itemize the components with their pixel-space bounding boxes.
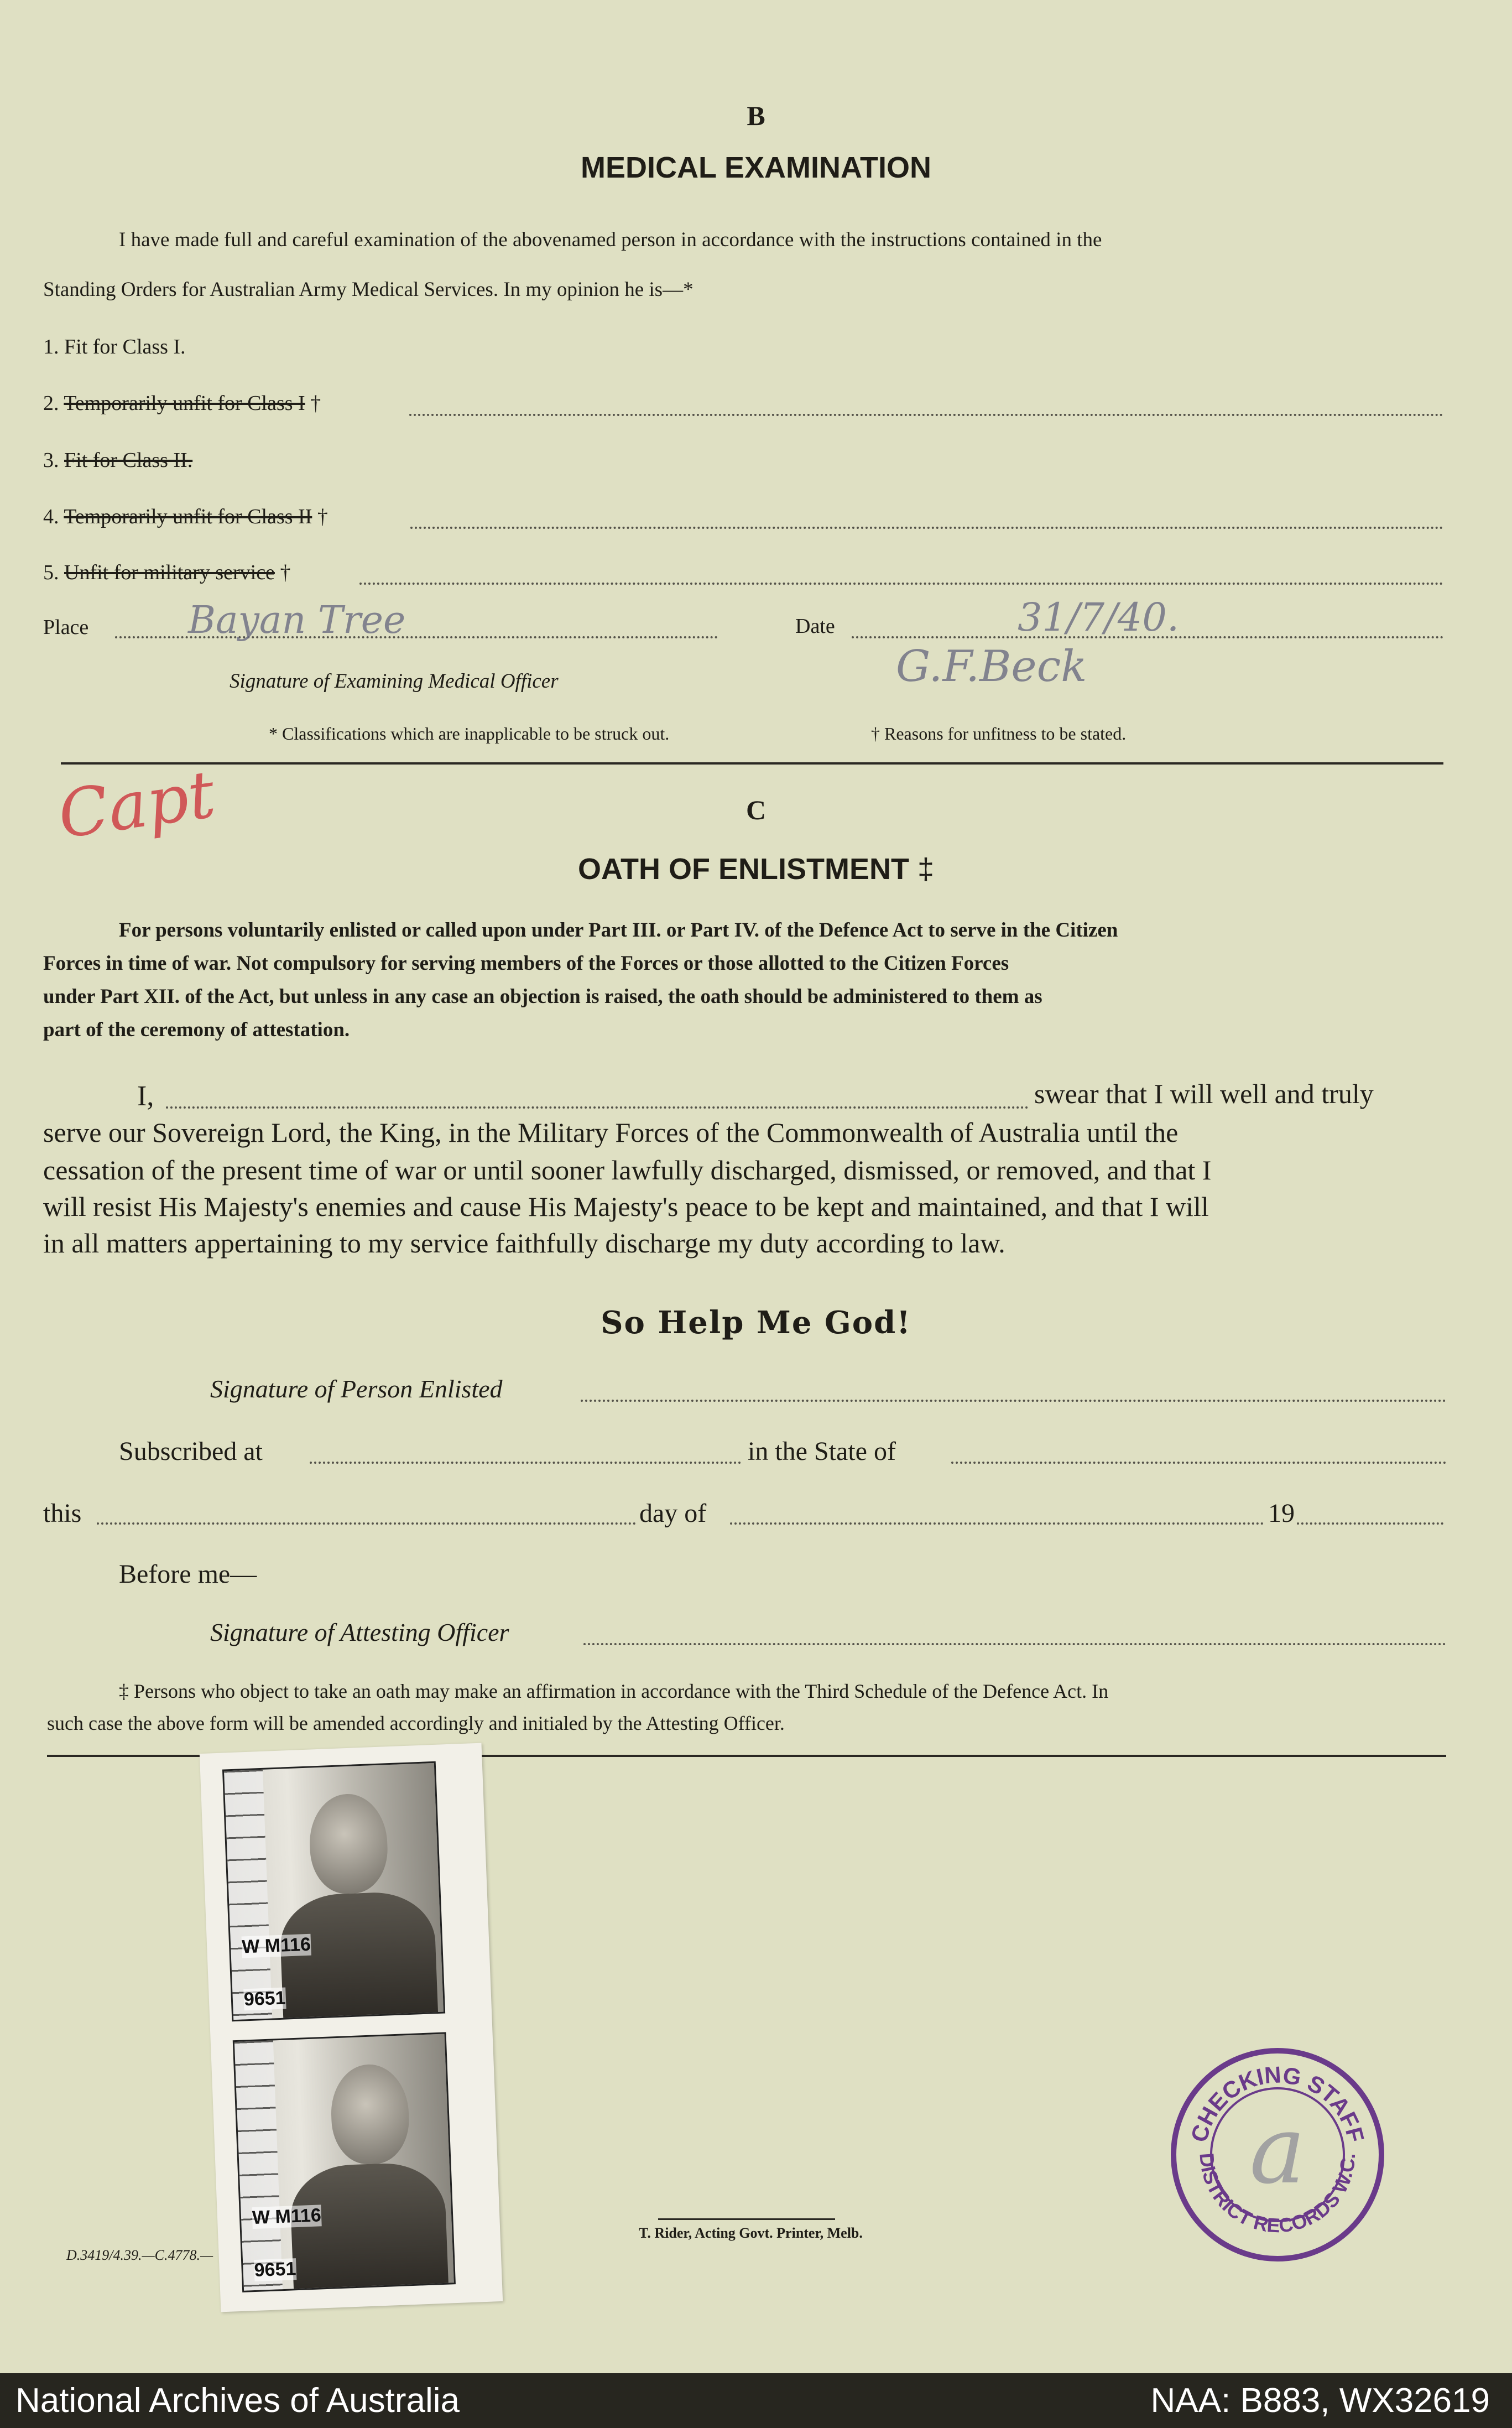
id-photo-profile bbox=[233, 2032, 456, 2292]
stamp-top-text: CHECKING STAFF bbox=[1186, 2061, 1369, 2145]
year-line bbox=[1297, 1522, 1443, 1525]
date-label: Date bbox=[795, 615, 835, 638]
medical-officer-signature: G.F.Beck bbox=[896, 642, 1087, 692]
oath-footnote-line2: such case the above form will be amended accordingly and initialed by the Attesting Officer. bbox=[47, 1712, 785, 1734]
section-b-letter: B bbox=[747, 100, 765, 131]
oath-line4: will resist His Majesty's enemies and cause His Majesty's peace to be kept and maintained, and that I will bbox=[43, 1191, 1209, 1222]
photo-tag-profile-bottom: 9651 bbox=[253, 2258, 297, 2281]
class-item-5-line bbox=[359, 583, 1443, 585]
attesting-officer-signature-label: Signature of Attesting Officer bbox=[210, 1618, 509, 1646]
subscribed-at-line bbox=[310, 1462, 741, 1464]
so-help-me-god: So Help Me God! bbox=[601, 1304, 911, 1341]
section-c-letter: C bbox=[745, 794, 767, 825]
year-label: 19 bbox=[1268, 1499, 1295, 1528]
class-item-3: 3. Fit for Class II. bbox=[43, 449, 193, 472]
subscribed-at-label: Subscribed at bbox=[119, 1437, 263, 1466]
photo-tag-front-bottom: 9651 bbox=[243, 1987, 286, 2010]
oath-intro-line3: under Part XII. of the Act, but unless in any case an objection is raised, the oath should be administered to them as bbox=[43, 985, 1042, 1008]
red-annotation: Capt bbox=[53, 755, 220, 854]
class-item-1: 1. Fit for Class I. bbox=[43, 335, 186, 358]
state-of-label: in the State of bbox=[748, 1437, 896, 1466]
oath-intro-line2: Forces in time of war. Not compulsory for serving members of the Forces or those allotted to the Citizen Forces bbox=[43, 952, 1009, 975]
printer-credit: T. Rider, Acting Govt. Printer, Melb. bbox=[639, 2225, 863, 2241]
printer-rule bbox=[658, 2218, 835, 2220]
class-item-2-line bbox=[409, 414, 1443, 416]
photo-tag-front-top: W M116 bbox=[241, 1933, 311, 1958]
oath-line2: serve our Sovereign Lord, the King, in the Military Forces of the Commonwealth of Australia until the bbox=[43, 1117, 1179, 1148]
oath-intro-line4: part of the ceremony of attestation. bbox=[43, 1018, 350, 1041]
archive-footer bbox=[0, 2373, 1512, 2428]
photo-tag-profile-top: W M116 bbox=[252, 2205, 322, 2229]
medical-intro-line2: Standing Orders for Australian Army Medical Services. In my opinion he is—* bbox=[43, 278, 694, 301]
archive-name: National Archives of Australia bbox=[15, 2382, 460, 2420]
date-handwritten: 31/7/40. bbox=[1018, 595, 1180, 640]
stamp-bottom-text: DISTRICT RECORDS W.C. bbox=[1195, 2152, 1360, 2237]
footnote-classifications: * Classifications which are inapplicable to be struck out. bbox=[269, 724, 670, 744]
oath-footnote-line1: ‡ Persons who object to take an oath may make an affirmation in accordance with the Third Schedule of the Defence Act. In bbox=[119, 1680, 1109, 1702]
archive-reference: NAA: B883, WX32619 bbox=[1150, 2382, 1490, 2420]
state-of-line bbox=[951, 1462, 1446, 1464]
this-label: this bbox=[43, 1499, 82, 1528]
oath-line5: in all matters appertaining to my service faithfully discharge my duty according to law. bbox=[43, 1228, 1005, 1259]
class-item-5: 5. Unfit for military service † bbox=[43, 561, 291, 584]
medical-intro-line1: I have made full and careful examination of the abovenamed person in accordance with the instructions contained in the bbox=[119, 228, 1102, 251]
oath-i: I, bbox=[137, 1080, 154, 1112]
id-photo-front bbox=[222, 1761, 445, 2021]
place-handwritten: Bayan Tree bbox=[188, 599, 406, 642]
oath-swear: swear that I will well and truly bbox=[1034, 1078, 1374, 1109]
this-line bbox=[97, 1522, 636, 1525]
place-label: Place bbox=[43, 616, 89, 639]
class-item-4: 4. Temporarily unfit for Class II † bbox=[43, 505, 328, 528]
before-me-label: Before me— bbox=[119, 1559, 257, 1589]
medical-officer-signature-label: Signature of Examining Medical Officer bbox=[230, 670, 559, 693]
footnote-reasons: † Reasons for unfitness to be stated. bbox=[871, 724, 1127, 744]
records-stamp bbox=[1167, 2044, 1388, 2265]
day-of-line bbox=[730, 1522, 1264, 1525]
oath-name-line bbox=[166, 1106, 1029, 1109]
id-photo-strip bbox=[200, 1743, 503, 2312]
person-enlisted-signature-label: Signature of Person Enlisted bbox=[210, 1375, 503, 1403]
class-item-4-line bbox=[410, 527, 1443, 529]
person-enlisted-signature-line bbox=[581, 1400, 1446, 1402]
stamp-initial: a bbox=[1249, 2096, 1306, 2205]
section-b-title: MEDICAL EXAMINATION bbox=[581, 151, 931, 184]
section-c-title: OATH OF ENLISTMENT ‡ bbox=[577, 852, 935, 886]
oath-line3: cessation of the present time of war or until sooner lawfully discharged, dismissed, or removed, and that I bbox=[43, 1155, 1212, 1186]
printer-code: D.3419/4.39.—C.4778.— bbox=[66, 2247, 213, 2263]
day-of-label: day of bbox=[639, 1499, 707, 1528]
attesting-officer-signature-line bbox=[583, 1643, 1446, 1645]
class-item-2: 2. Temporarily unfit for Class I † bbox=[43, 392, 321, 415]
section-divider-b bbox=[61, 762, 1443, 765]
oath-intro-line1: For persons voluntarily enlisted or called upon under Part III. or Part IV. of the Defence Act to serve in the Citizen bbox=[119, 919, 1118, 942]
